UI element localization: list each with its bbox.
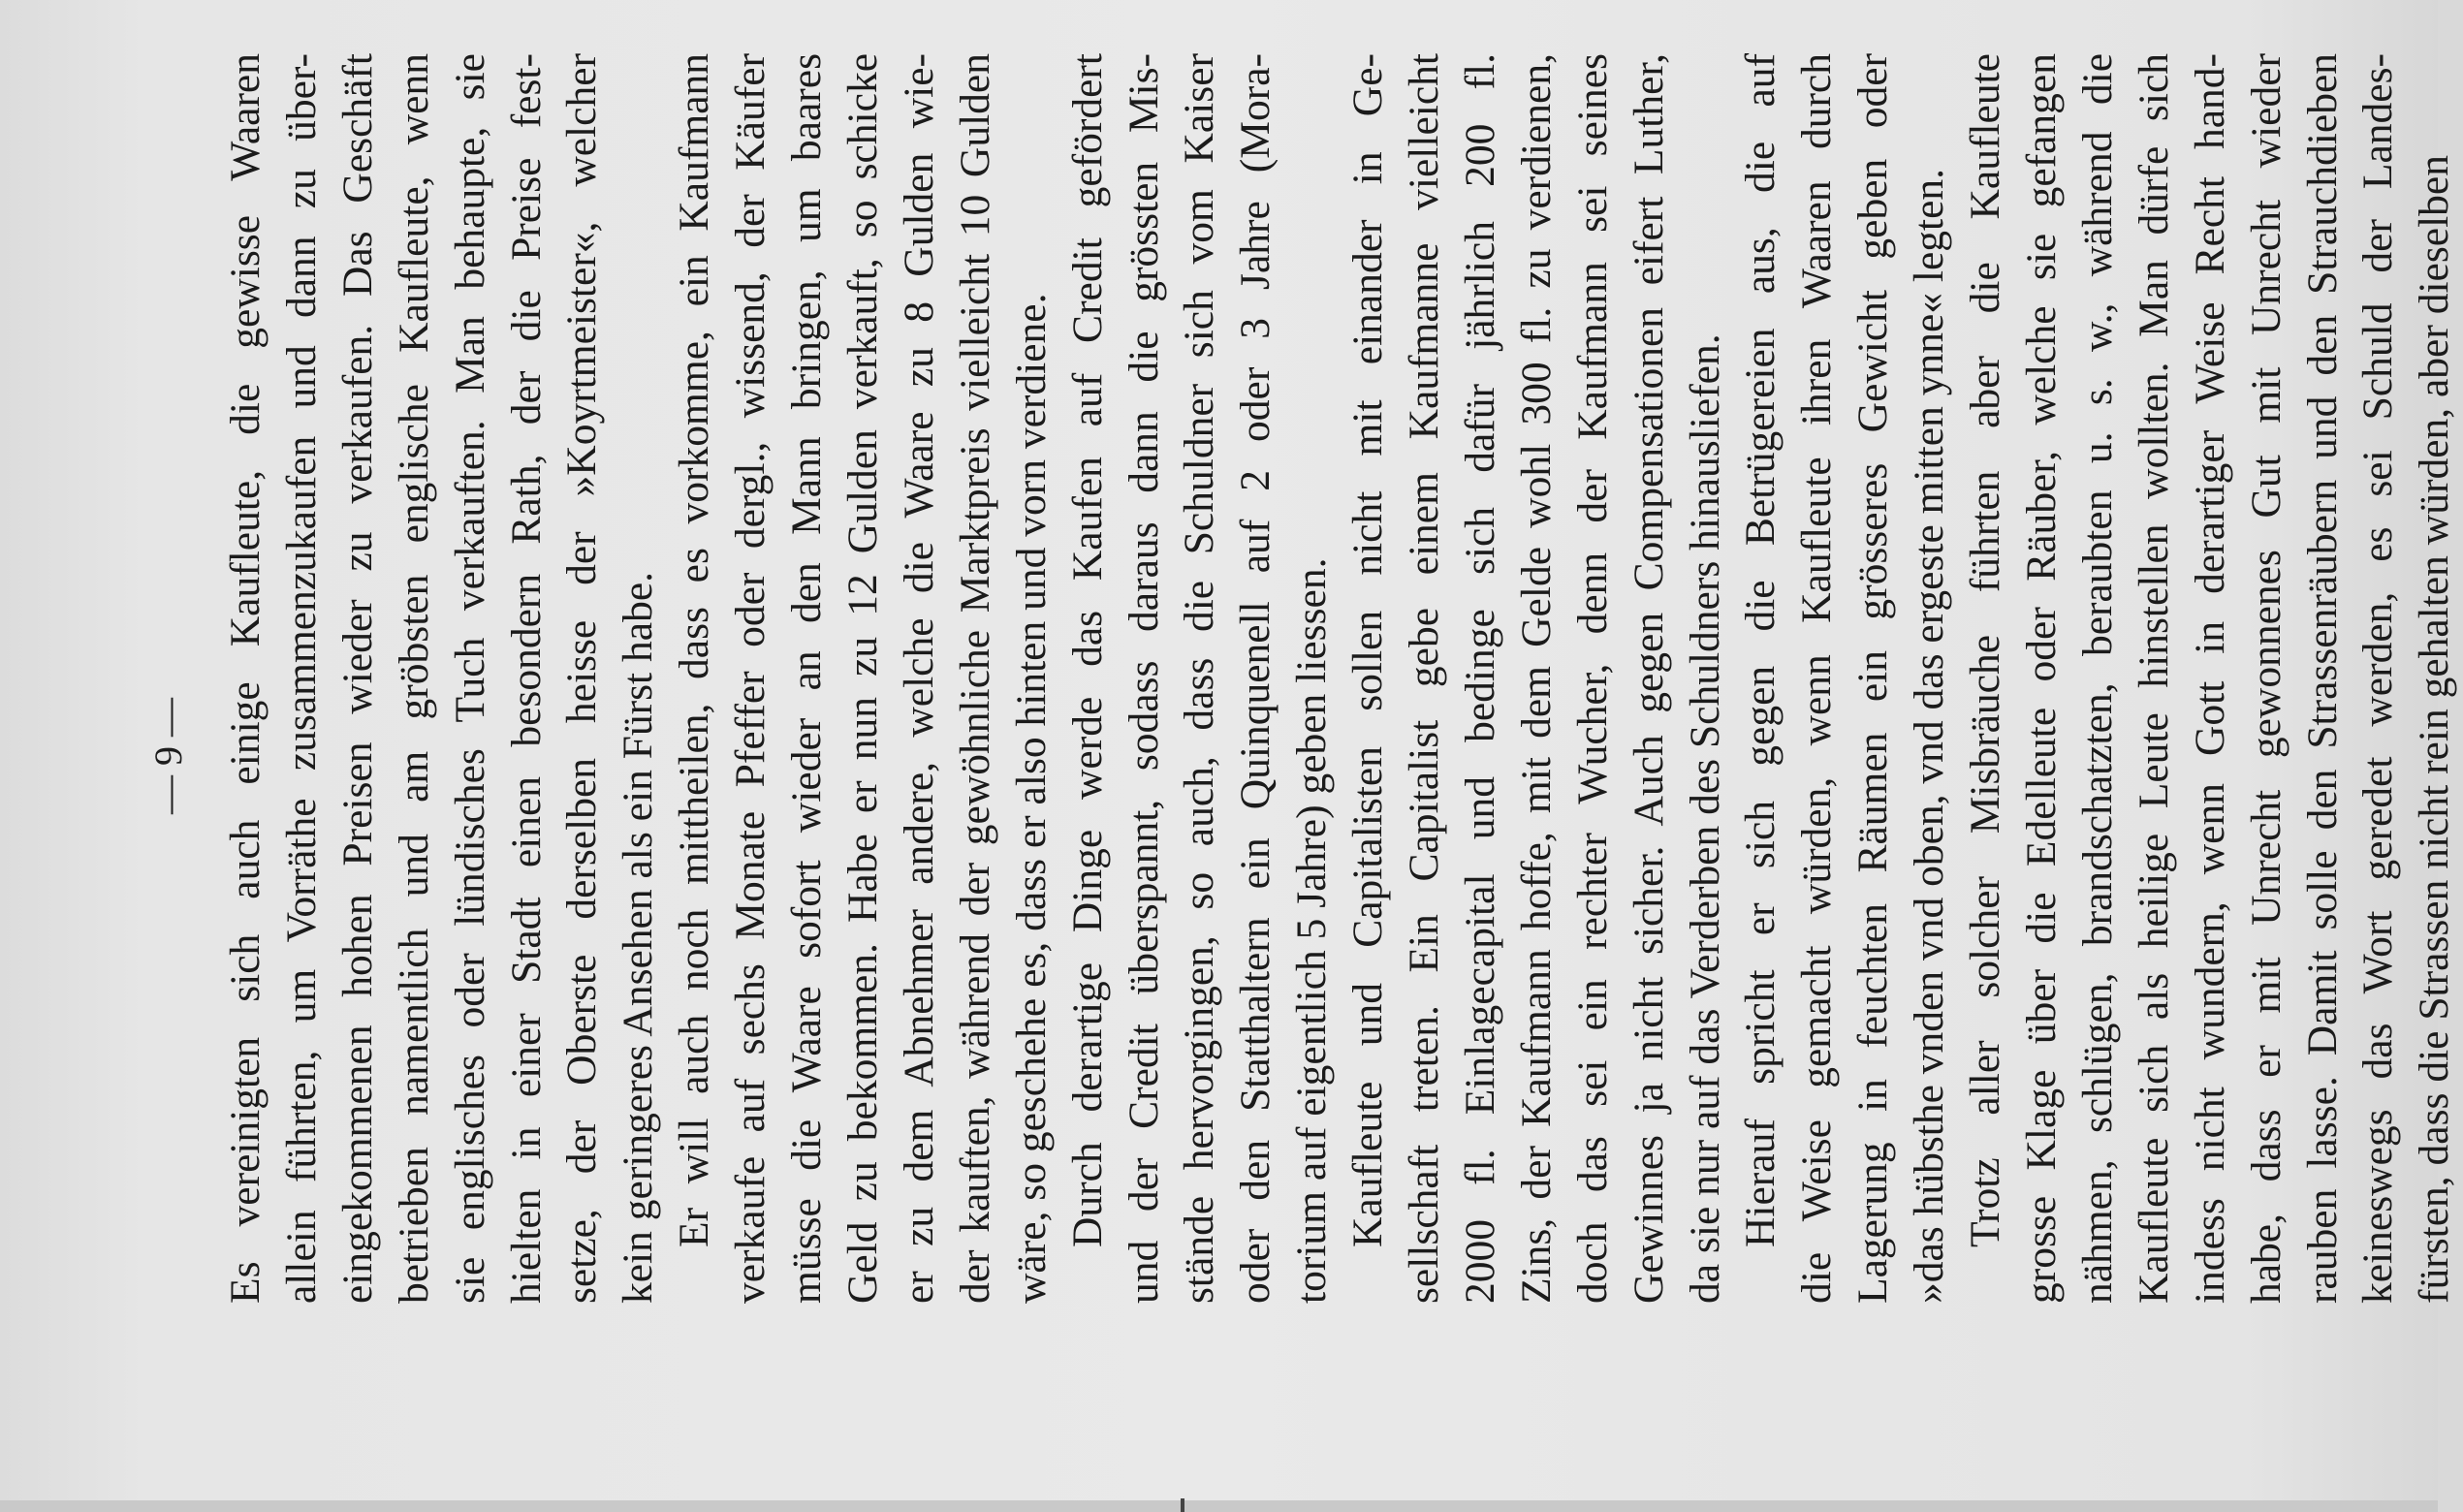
- text-line: wäre, so geschehe es, dass er also hinten und vorn verdiene.: [1007, 293, 1055, 1304]
- text-line: nähmen, schlügen, brandschatzten, beraubten u. s. w., während die: [2073, 53, 2121, 1304]
- text-line: Hierauf spricht er sich gegen die Betrügereien aus, die auf: [1737, 53, 1784, 1247]
- text-line: kein geringeres Ansehen als ein Fürst habe.: [615, 571, 662, 1304]
- paragraph: [1060, 53, 1342, 1304]
- text-line: eingekommenen hohen Preisen wieder zu verkaufen. Das Geschäft: [333, 53, 381, 1304]
- text-line: Er will auch noch mittheilen, dass es vorkomme, ein Kaufmann: [671, 53, 718, 1247]
- fold-mark: [1181, 1498, 1184, 1512]
- text-line: Durch derartige Dinge werde das Kaufen auf Credit gefördert: [1063, 53, 1111, 1247]
- text-line: verkaufe auf sechs Monate Pfeffer oder dergl., wissend, der Käufer: [727, 53, 774, 1304]
- text-line: habe, dass er mit Unrecht gewonnenes Gut mit Unrecht wieder: [2242, 53, 2289, 1304]
- text-line: betrieben namentlich und am gröbsten englische Kaufleute, wenn: [390, 53, 437, 1304]
- paragraph: [1733, 53, 1958, 1304]
- text-line: die Weise gemacht würden, wenn Kaufleute ihren Waaren durch: [1793, 53, 1841, 1304]
- scan-edge: [0, 1500, 2438, 1512]
- text-line: Geld zu bekommen. Habe er nun zu 12 Gulden verkauft, so schicke: [838, 53, 886, 1304]
- text-line: stände hervorgingen, so auch, dass die Schuldner sich vom Kaiser: [1176, 53, 1223, 1304]
- paragraph: [667, 53, 1059, 1304]
- text-line: Zins, der Kaufmann hoffe, mit dem Gelde wohl 300 fl. zu verdienen,: [1512, 53, 1560, 1304]
- text-line: setze, der Oberste derselben heisse der »Koyrtmeister«, welcher: [558, 53, 606, 1304]
- text-line: Trotz aller solcher Misbräuche führten aber die Kaufleute: [1962, 53, 2009, 1247]
- text-line: grosse Klage über die Edelleute oder Räuber, welche sie gefangen: [2018, 53, 2065, 1304]
- text-line: doch das sei ein rechter Wucher, denn der Kaufmann sei seines: [1568, 53, 1616, 1304]
- text-line: sellschaft treten. Ein Capitalist gebe einem Kaufmanne vielleicht: [1401, 53, 1448, 1304]
- text-line: Kaufleute und Capitalisten sollen nicht mit einander in Ge-: [1344, 53, 1392, 1247]
- text-line: fürsten, dass die Strassen nicht rein gehalten würden, aber dieselben: [2411, 155, 2458, 1304]
- text-line: »das hübsthe vnden vnd oben, vnd das ergeste mitten ynne« legten.: [1906, 168, 1953, 1304]
- paragraph: [1341, 53, 1733, 1304]
- text-line: rauben lasse. Damit solle den Strassenräubern und den Strauchdieben: [2298, 53, 2346, 1304]
- page-number: — 9 —: [146, 698, 190, 814]
- text-line: Es vereinigten sich auch einige Kaufleute, die gewisse Waaren: [222, 53, 268, 1304]
- text-line: keineswegs das Wort geredet werden, es sei Schuld der Landes-: [2354, 53, 2402, 1304]
- text-line: Gewinnes ja nicht sicher. Auch gegen Compensationen eifert Luther,: [1625, 53, 1672, 1304]
- text-line: der kauften, während der gewöhnliche Marktpreis vielleicht 10 Gulden: [951, 53, 998, 1304]
- text-line: sie englisches oder lündisches Tuch verkauften. Man behaupte, sie: [446, 53, 493, 1304]
- text-line: torium auf eigentlich 5 Jahre) geben liessen.: [1288, 557, 1336, 1304]
- text-line: da sie nur auf das Verderben des Schuldners hinausliefen.: [1681, 333, 1728, 1304]
- text-line: und der Credit überspannt, sodass daraus dann die grössten Mis-: [1120, 53, 1167, 1304]
- body-text: [218, 53, 2463, 1304]
- text-line: er zu dem Abnehmer andere, welche die Waare zu 8 Gulden wie-: [895, 53, 942, 1304]
- text-line: Kaufleute sich als heilige Leute hinstellen wollten. Man dürfe sich: [2130, 53, 2177, 1304]
- paragraph: [1958, 53, 2463, 1304]
- text-line: hielten in einer Stadt einen besondern Rath, der die Preise fest-: [502, 53, 550, 1304]
- text-line: 2000 fl. Einlagecapital und bedinge sich dafür jährlich 200 fl.: [1456, 53, 1503, 1304]
- paragraph: [218, 53, 667, 1304]
- text-line: Lagerung in feuchten Räumen ein grösseres Gewicht geben oder: [1849, 53, 1897, 1304]
- text-line: oder den Statthaltern ein Quinquenell auf 2 oder 3 Jahre (Mora-: [1232, 53, 1279, 1304]
- text-line: indess nicht wundern, wenn Gott in derartiger Weise Recht hand-: [2186, 53, 2233, 1304]
- text-line: allein führten, um Vorräthe zusammenzukaufen und dann zu über-: [277, 53, 325, 1304]
- text-line: müsse die Waare sofort wieder an den Mann bringen, um baares: [783, 53, 831, 1304]
